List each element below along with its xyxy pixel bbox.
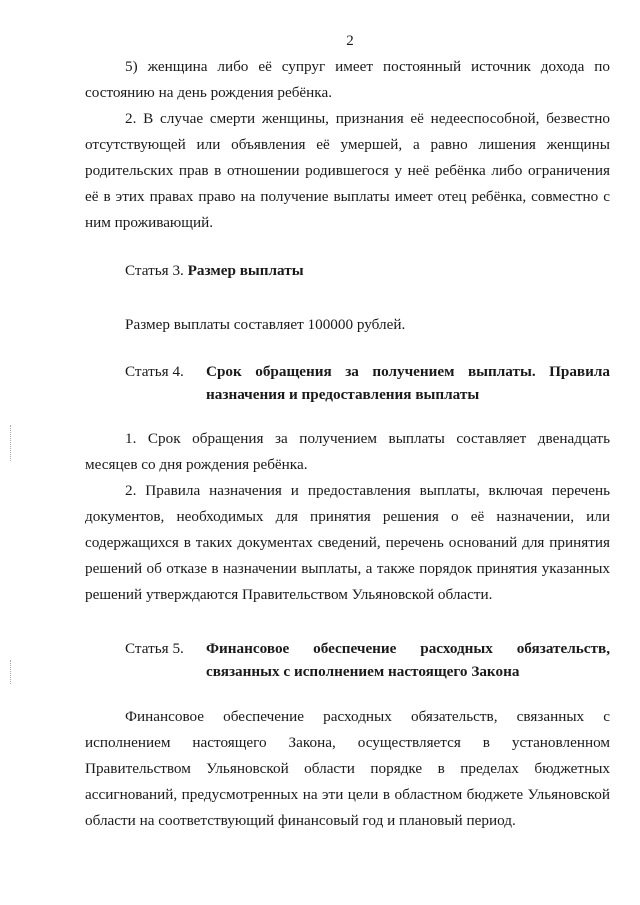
article-3-text: Размер выплаты составляет 100000 рублей. [125, 316, 406, 333]
article-5-text [85, 704, 610, 834]
scan-margin-mark [10, 660, 13, 684]
article-label: Статья 5. [125, 640, 184, 657]
article-title: Финансовое обеспечение расходных обязательств, связанных с исполнением настоящего Закона [206, 640, 610, 680]
article-5-heading [125, 637, 610, 683]
article-label: Статья 4. [125, 363, 184, 380]
article-title: Размер выплаты [187, 262, 304, 279]
article-4-paragraph-1 [85, 426, 610, 478]
page-number: 2 [346, 33, 354, 49]
article-4-paragraph-2 [85, 478, 610, 608]
paragraph-text: Финансовое обеспечение расходных обязательств, связанных с исполнением настоящего Закона, осуществляется в установленном Правительством Ульяновской области порядке в пределах бюджетных ассигнований, предусмотренных на эти цели в областном бюджете Ульяновской области на соответствующий финансовый год и плановый период. [85, 708, 610, 829]
scan-margin-mark [10, 425, 13, 461]
article-label: Статья 3. [125, 262, 184, 279]
paragraph-item-5 [85, 54, 610, 106]
paragraph-part-2 [85, 106, 610, 236]
paragraph-text: 1. Срок обращения за получением выплаты составляет двенадцать месяцев со дня рождения ребёнка. [85, 430, 610, 473]
article-title: Срок обращения за получением выплаты. Правила назначения и предоставления выплаты [206, 363, 610, 403]
paragraph-text: 2. Правила назначения и предоставления выплаты, включая перечень документов, необходимых для принятия решения о её назначении, или содержащихся в таких документах сведений, перечень оснований для принятия решений об отказе в назначении выплаты, а также порядок принятия указанных решений утверждаются Правительством Ульяновской области. [85, 482, 610, 603]
article-4-heading [125, 360, 610, 406]
article-3-heading [125, 258, 304, 284]
paragraph-text: 2. В случае смерти женщины, признания её недееспособной, безвестно отсутствующей или объявления её умершей, а равно лишения женщины родительских прав в отношении родившегося у неё ребёнка либо ограничения её в этих правах право на получение выплаты имеет отец ребёнка, совместно с ним проживающий. [85, 110, 610, 231]
paragraph-text: 5) женщина либо её супруг имеет постоянный источник дохода по состоянию на день рождения ребёнка. [85, 58, 610, 101]
